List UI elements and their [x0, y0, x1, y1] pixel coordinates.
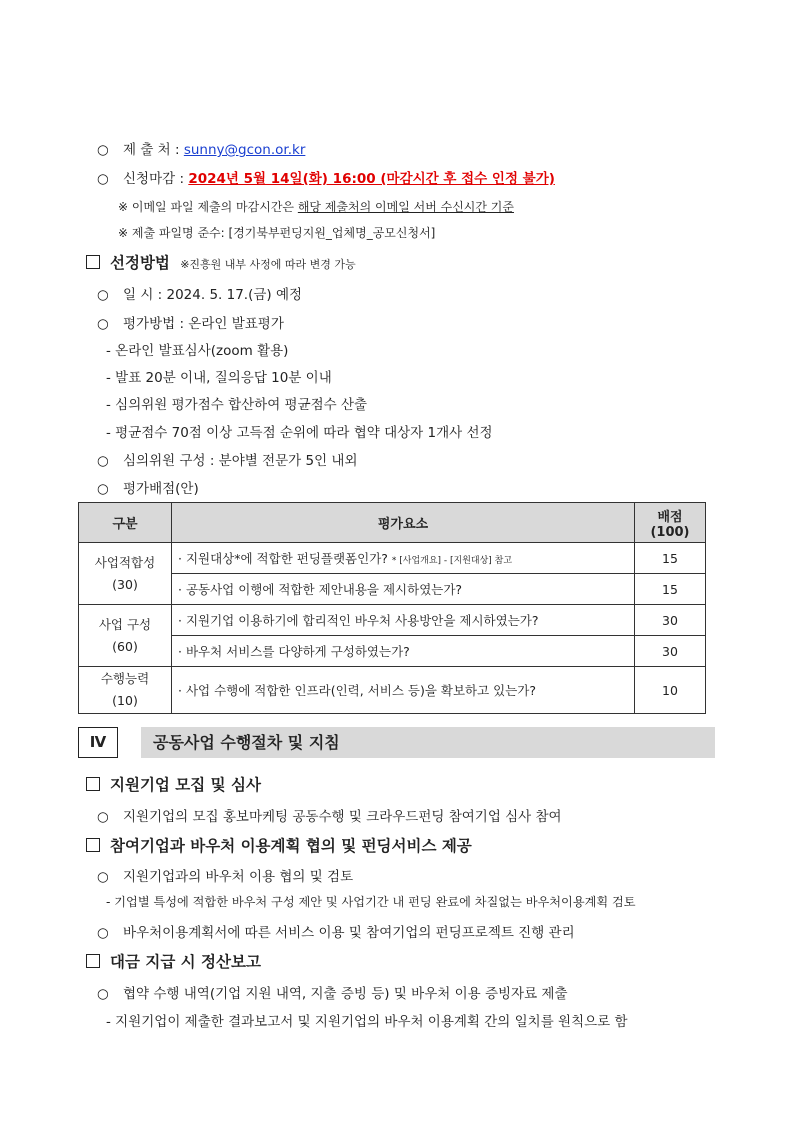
table-row [79, 636, 706, 667]
selection-note: ※진흥원 내부 사정에 따라 변경 가능 [180, 258, 356, 271]
score-title-line [97, 477, 199, 497]
square-bullet-icon [86, 954, 100, 968]
note1-prefix: ※ 이메일 파일 제출의 마감시간은 [118, 200, 295, 214]
section-number: Ⅳ [78, 727, 118, 758]
circle-bullet: ○ [97, 142, 109, 158]
category-cell [79, 605, 172, 667]
payment-text: 협약 수행 내역(기업 지원 내역, 지출 증빙 등) 및 바우처 이용 증빙자료 제출 [123, 986, 568, 1002]
table-row [79, 543, 706, 574]
note-email-deadline [118, 198, 514, 215]
criteria-cell: · 사업 수행에 적합한 인프라(인력, 서비스 등)을 확보하고 있는가? [172, 667, 635, 714]
category-points: (10) [112, 693, 138, 708]
score-cell: 30 [635, 605, 706, 636]
circle-bullet: ○ [97, 809, 109, 825]
deadline-label: 신청마감 : [123, 171, 185, 187]
deadline-value: 2024년 5월 14일(화) 16:00 (마감시간 후 접수 인정 불가) [188, 171, 555, 187]
method-text: 평가방법 : 온라인 발표평가 [123, 316, 284, 332]
table-row [79, 605, 706, 636]
note-filename: ※ 제출 파일명 준수: [경기북부펀딩지원_업체명_공모신청서] [118, 226, 436, 240]
criteria-text: · 지원대상*에 적합한 펀딩플랫폼인가? [178, 551, 388, 566]
score-title: 평가배점(안) [123, 481, 199, 497]
category-cell [79, 667, 172, 714]
method-item: - 심의위원 평가점수 합산하여 평균점수 산출 [106, 397, 368, 413]
header-criteria: 평가요소 [172, 503, 635, 543]
square-bullet-icon [86, 255, 100, 269]
circle-bullet: ○ [97, 481, 109, 497]
criteria-note: * [사업개요] - [지원대상] 참고 [391, 556, 513, 566]
voucher-item1-text: 지원기업과의 바우처 이용 협의 및 검토 [123, 869, 354, 885]
submit-email-link[interactable]: sunny@gcon.or.kr [183, 142, 306, 158]
payment-subitem: - 지원기업이 제출한 결과보고서 및 지원기업의 바우처 이용계획 간의 일치를 원칙으로 함 [106, 1014, 628, 1030]
criteria-cell: · 바우처 서비스를 다양하게 구성하였는가? [172, 636, 635, 667]
score-cell: 30 [635, 636, 706, 667]
circle-bullet: ○ [97, 171, 109, 187]
header-score [635, 503, 706, 543]
submit-label: 제 출 처 : [123, 142, 180, 158]
category-cell [79, 543, 172, 605]
submit-line [97, 138, 305, 158]
circle-bullet: ○ [97, 869, 109, 885]
section-title: 공동사업 수행절차 및 지침 [141, 727, 715, 758]
selection-heading [86, 251, 356, 273]
note1-underlined: 해당 제출처의 이메일 서버 수신시간 기준 [297, 200, 514, 214]
payment-title: 대금 지급 시 정산보고 [110, 953, 261, 971]
voucher-item [97, 865, 353, 885]
header-score-label: 배점 [657, 509, 683, 525]
schedule-text: 일 시 : 2024. 5. 17.(금) 예정 [123, 287, 303, 303]
category-label: 사업적합성 [94, 554, 156, 570]
voucher-item2-text: 바우처이용계획서에 따른 서비스 이용 및 참여기업의 펀딩프로젝트 진행 관리 [123, 925, 575, 941]
voucher-subitem: - 기업별 특성에 적합한 바우처 구성 제안 및 사업기간 내 펀딩 완료에 차질없는 바우처이용계획 검토 [106, 895, 636, 909]
payment-item [97, 982, 568, 1002]
method-line [97, 312, 284, 332]
circle-bullet: ○ [97, 925, 109, 941]
committee-text: 심의위원 구성 : 분야별 전문가 5인 내외 [123, 453, 358, 469]
header-score-total: (100) [650, 524, 690, 540]
criteria-cell: · 지원기업 이용하기에 합리적인 바우처 사용방안을 제시하였는가? [172, 605, 635, 636]
criteria-cell [172, 543, 635, 574]
circle-bullet: ○ [97, 316, 109, 332]
selection-title: 선정방법 [110, 254, 170, 272]
recruit-title: 지원기업 모집 및 심사 [110, 776, 261, 794]
method-item: - 온라인 발표심사(zoom 활용) [106, 343, 289, 359]
committee-line [97, 449, 358, 469]
category-points: (30) [112, 576, 138, 592]
table-row [79, 667, 706, 714]
circle-bullet: ○ [97, 287, 109, 303]
voucher-item [97, 921, 575, 941]
header-category: 구분 [79, 503, 172, 543]
voucher-title: 참여기업과 바우처 이용계획 협의 및 펀딩서비스 제공 [110, 837, 472, 855]
table-header-row [79, 503, 706, 543]
criteria-cell: · 공동사업 이행에 적합한 제안내용을 제시하였는가? [172, 574, 635, 605]
square-bullet-icon [86, 838, 100, 852]
recruit-item [97, 805, 562, 825]
square-bullet-icon [86, 777, 100, 791]
category-points: (60) [112, 638, 138, 654]
method-item: - 발표 20분 이내, 질의응답 10분 이내 [106, 370, 332, 386]
score-cell: 10 [635, 667, 706, 714]
score-cell: 15 [635, 543, 706, 574]
deadline-line [97, 167, 555, 187]
method-item: - 평균점수 70점 이상 고득점 순위에 따라 협약 대상자 1개사 선정 [106, 425, 493, 441]
table-row [79, 574, 706, 605]
category-label: 사업 구성 [98, 616, 152, 632]
score-cell: 15 [635, 574, 706, 605]
category-label: 수행능력 [100, 671, 150, 686]
recruit-heading [86, 773, 261, 795]
circle-bullet: ○ [97, 986, 109, 1002]
payment-heading [86, 950, 261, 972]
evaluation-table [78, 502, 706, 714]
voucher-heading [86, 834, 472, 856]
schedule-line [97, 283, 302, 303]
recruit-text: 지원기업의 모집 홍보마케팅 공동수행 및 크라우드펀딩 참여기업 심사 참여 [123, 809, 562, 825]
circle-bullet: ○ [97, 453, 109, 469]
